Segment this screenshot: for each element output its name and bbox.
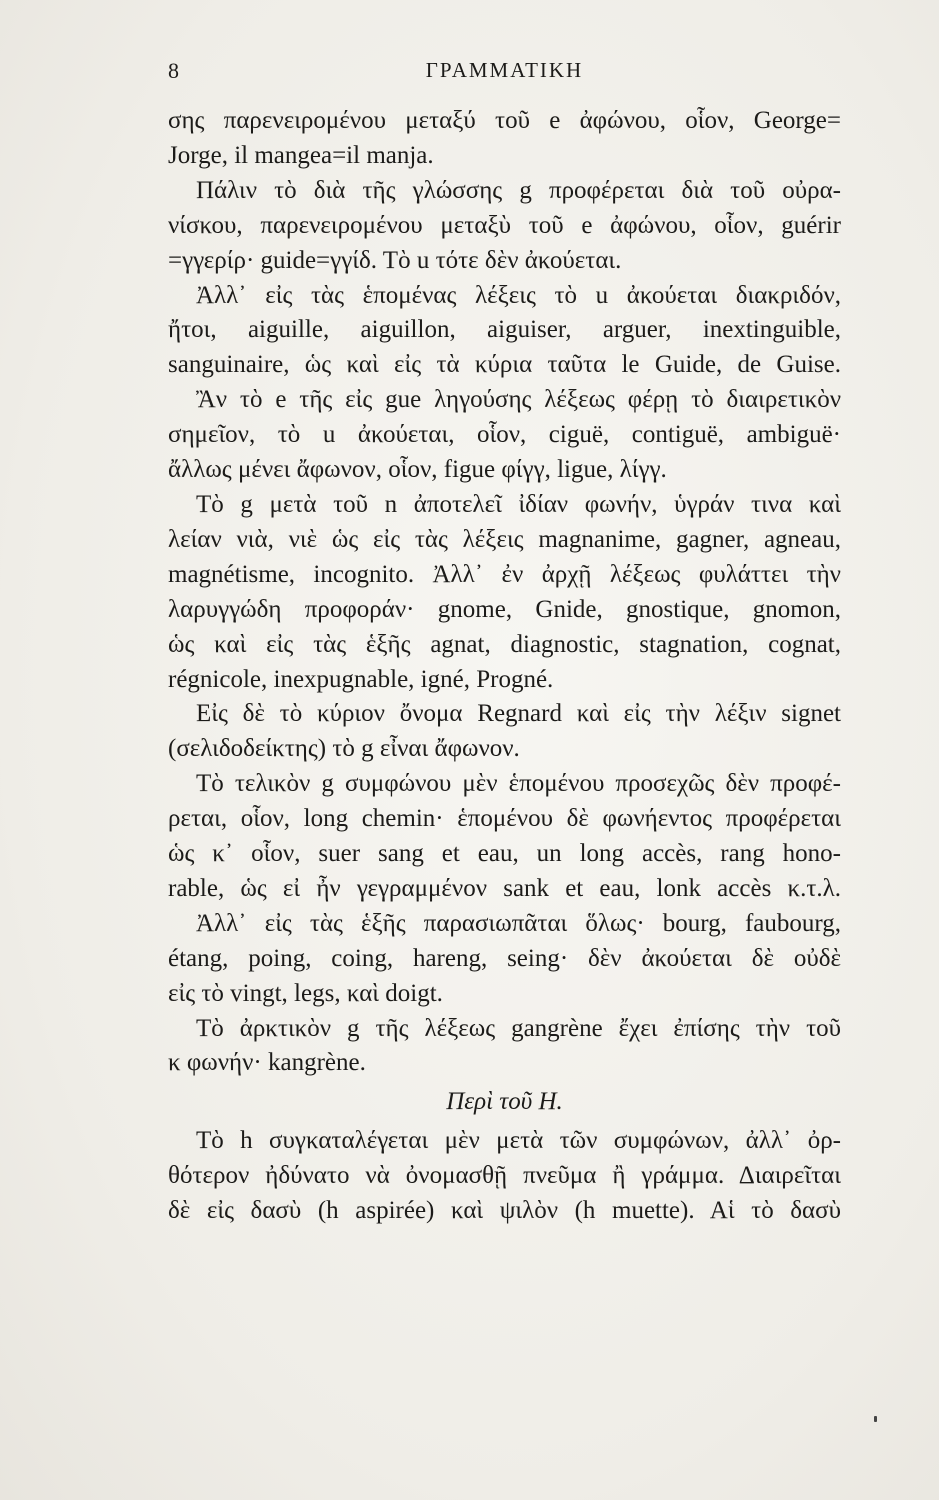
text-line: rable, ὡς εἰ ἦν γεγραμμένον sank et eau, lonk accès κ.τ.λ.	[168, 874, 841, 902]
text-line: σημεῖον, τὸ u ἀκούεται, οἷον, ciguë, contiguë, ambiguë·	[168, 421, 841, 449]
text-line: Τὸ τελικὸν g συμφώνου μὲν ἑπομένου προσεχῶς δὲν προφέ-	[196, 770, 841, 798]
text-line: Πάλιν τὸ διὰ τῆς γλώσσης g προφέρεται διὰ τοῦ οὐρα-	[196, 176, 841, 204]
text-line: κ φωνήν· kangrène.	[168, 1049, 366, 1077]
text-line: Τὸ h συγκαταλέγεται μὲν μετὰ τῶν συμφώνων, ἀλλ᾽ ὀρ-	[196, 1127, 841, 1155]
text-line: Ἂν τὸ e τῆς εἰς gue ληγούσης λέξεως φέρῃ τὸ διαιρετικὸν	[196, 386, 841, 414]
text-line: δὲ εἰς δασὺ (h aspirée) καὶ ψιλὸν (h muette). Αἱ τὸ δασὺ	[168, 1197, 841, 1225]
text-line: σης παρενειρομένου μεταξύ τοῦ e ἀφώνου, οἷον, George=	[168, 107, 841, 134]
text-line: régnicole, inexpugnable, igné, Progné.	[168, 665, 554, 693]
text-line: ὡς καὶ εἰς τὰς ἑξῆς agnat, diagnostic, stagnation, cognat,	[168, 630, 841, 658]
text-line: =γγερίρ· guide=γγίδ. Τὸ u τότε δὲν ἀκούεται.	[168, 246, 622, 274]
text-line: εἰς τὸ vingt, legs, καὶ doigt.	[168, 979, 443, 1007]
text-line: magnétisme, incognito. Ἀλλ᾽ ἐν ἀρχῇ λέξεως φυλάττει τὴν	[168, 560, 841, 588]
running-head	[168, 58, 841, 90]
text-line: Jorge, il mangea=il manja.	[168, 141, 434, 169]
body-text	[168, 104, 841, 1229]
text-line: sanguinaire, ὡς καὶ εἰς τὰ κύρια ταῦτα le Guide, de Guise.	[168, 351, 841, 379]
text-line: θότερον ἠδύνατο νὰ ὀνομασθῇ πνεῦμα ἢ γράμμα. Διαιρεῖται	[168, 1162, 841, 1190]
text-line: ἄλλως μένει ἄφωνον, οἷον, figue φίγγ, ligue, λίγγ.	[168, 456, 667, 484]
section-heading: Περὶ τοῦ Η.	[446, 1088, 563, 1116]
text-line: λαρυγγώδη προφοράν· gnome, Gnide, gnostique, gnomon,	[168, 595, 841, 623]
text-line: Εἰς δὲ τὸ κύριον ὄνομα Regnard καὶ εἰς τὴν λέξιν signet	[196, 700, 841, 728]
text-line: ρεται, οἷον, long chemin· ἑπομένου δὲ φωνήεντος προφέρεται	[168, 805, 841, 833]
text-line: ἤτοι, aiguille, aiguillon, aiguiser, arguer, inextinguible,	[168, 316, 841, 344]
ink-speck	[874, 1416, 877, 1422]
text-line: λείαν νιὰ, νιὲ ὡς εἰς τὰς λέξεις magnanime, gagner, agneau,	[168, 525, 841, 553]
text-line: Τὸ ἀρκτικὸν g τῆς λέξεως gangrène ἔχει ἐπίσης τὴν τοῦ	[196, 1014, 841, 1042]
page-number: 8	[168, 58, 179, 83]
text-line: (σελιδοδείκτης) τὸ g εἶναι ἄφωνον.	[168, 735, 520, 763]
text-line: Ἀλλ᾽ εἰς τὰς ἑξῆς παρασιωπᾶται ὅλως· bourg, faubourg,	[196, 909, 841, 937]
text-line: ὡς κ᾽ οἷον, suer sang et eau, un long accès, rang hono-	[168, 840, 841, 868]
text-line: étang, poing, coing, hareng, seing· δὲν ἀκούεται δὲ οὐδὲ	[168, 944, 841, 972]
text-line: Τὸ g μετὰ τοῦ n ἀποτελεῖ ἰδίαν φωνήν, ὑγράν τινα καὶ	[196, 490, 841, 518]
running-title: ΓΡΑΜΜΑΤΙΚΗ	[425, 58, 584, 82]
text-line: νίσκου, παρενειρομένου μεταξὺ τοῦ e ἀφώνου, οἷον, guérir	[168, 211, 841, 239]
text-line: Ἀλλ᾽ εἰς τὰς ἑπομένας λέξεις τὸ u ἀκούεται διακριδόν,	[196, 281, 841, 309]
